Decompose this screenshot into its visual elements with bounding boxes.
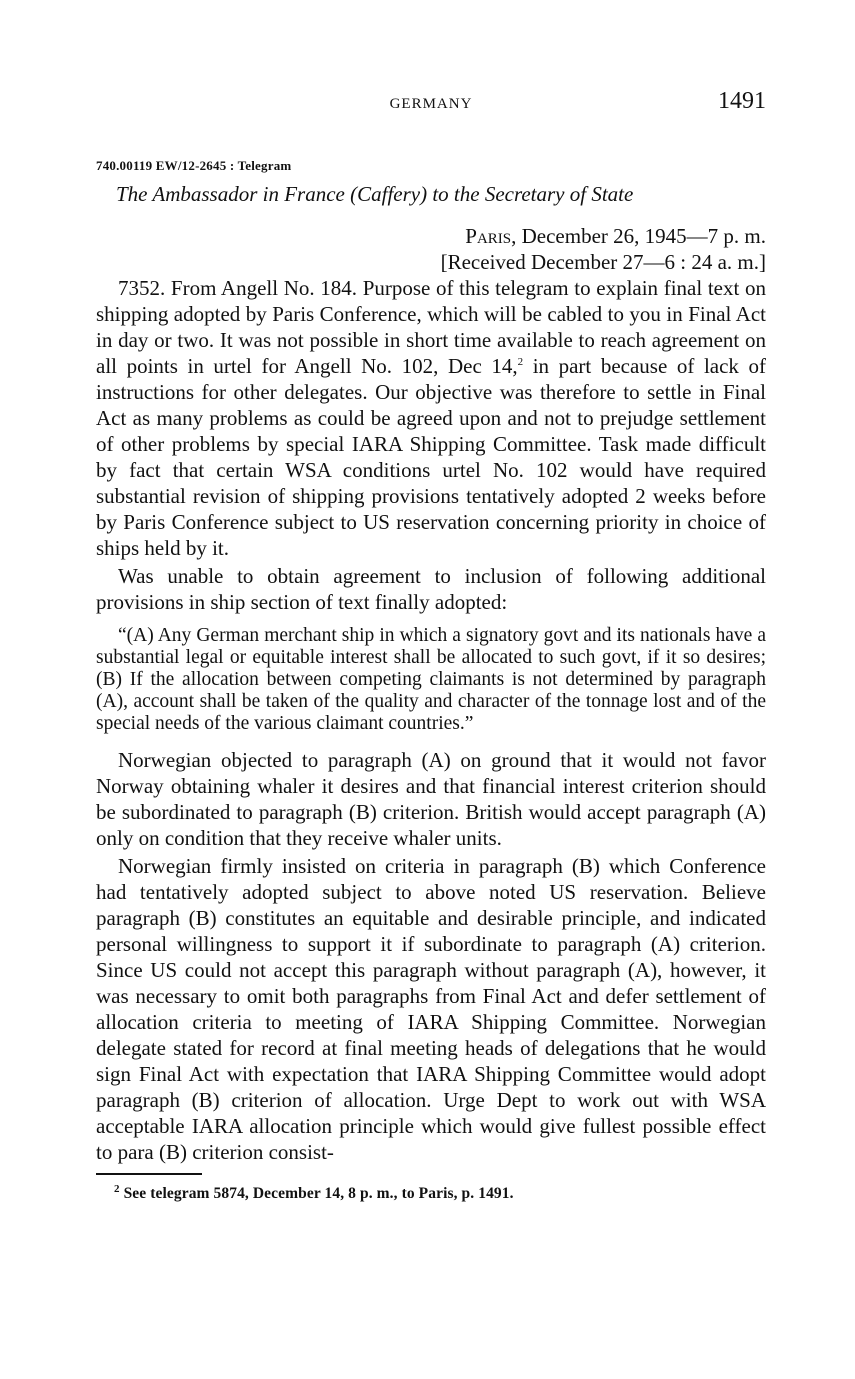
footnote-reference: 2 [517, 356, 524, 368]
dateline-sent [96, 223, 766, 249]
running-head [96, 88, 766, 122]
document-title: The Ambassador in France (Caffery) to the Secretary of State [116, 182, 634, 206]
quoted-provisions: “(A) Any German merchant ship in which a signatory govt and its nationals have a substantial legal or equitable interest shall be allocated to such govt, if it so desires; (B) If the allocation between competing claimants is not determined by paragraph (A), account shall be taken of the quality and character of the tonnage lost and of the special needs of the various claimant countries.” [96, 625, 766, 734]
paragraph-1-after: in part because of lack of instructions for other delegates. Our objective was therefore to settle in Final Act as many problems as could be agreed upon and not to prejudge settlement of other problems by special IARA Shipping Committee. Task made difficult by fact that certain WSA conditions urtel No. 102 would have required substantial revision of shipping provisions tentatively adopted 2 weeks before by Paris Conference subject to US reservation concerning priority in choice of ships held by it. [96, 354, 767, 560]
footnote-rule [96, 1173, 202, 1175]
paragraph-1 [96, 275, 766, 561]
footnote-marker: 2 [114, 1182, 120, 1195]
paragraph-2: Was unable to obtain agreement to inclusion of following additional provisions in ship section of text finally adopted: [96, 564, 766, 614]
dateline-date-time: , December 26, 1945—7 p. m. [511, 224, 766, 248]
footnote [96, 1182, 766, 1203]
dateline-received: [Received December 27—6 : 24 a. m.] [440, 250, 766, 274]
document-page [96, 88, 766, 1203]
page-number: 1491 [718, 88, 766, 114]
running-title: GERMANY [389, 96, 473, 112]
paragraph-3: Norwegian objected to paragraph (A) on ground that it would not favor Norway obtaining whaler it desires and that financial interest criterion should be subordinated to paragraph (B) criterion. British would accept paragraph (A) only on condition that they receive whaler units. [96, 748, 766, 850]
file-number: 740.00119 EW/12-2645 : Telegram [96, 158, 292, 173]
dateline-place: Paris [465, 224, 512, 248]
paragraph-4: Norwegian firmly insisted on criteria in paragraph (B) which Conference had tentatively adopted subject to above noted US reservation. Believe paragraph (B) constitutes an equitable and desirable principle, and indicated personal willingness to support it if subordinate to paragraph (A) criterion. Since US could not accept this paragraph without paragraph (A), however, it was necessary to omit both paragraphs from Final Act and defer settlement of allocation criteria to meeting of IARA Shipping Committee. Norwegian delegate stated for record at final meeting heads of delegations that he would sign Final Act with expectation that IARA Shipping Committee would adopt paragraph (B) criterion of allocation. Urge Dept to work out with WSA acceptable IARA allocation principle which would give fullest possible effect to para (B) criterion consist- [96, 854, 766, 1164]
footnote-text: See telegram 5874, December 14, 8 p. m., to Paris, p. 1491. [119, 1185, 514, 1202]
paragraph-1-before: 7352. From Angell No. 184. Purpose of this telegram to explain final text on shipping adopted by Paris Conference, which will be cabled to you in Final Act in day or two. It was not possible in short time available to reach agreement on all points in urtel for Angell No. 102, Dec 14, [96, 276, 766, 378]
dateline [96, 223, 766, 275]
